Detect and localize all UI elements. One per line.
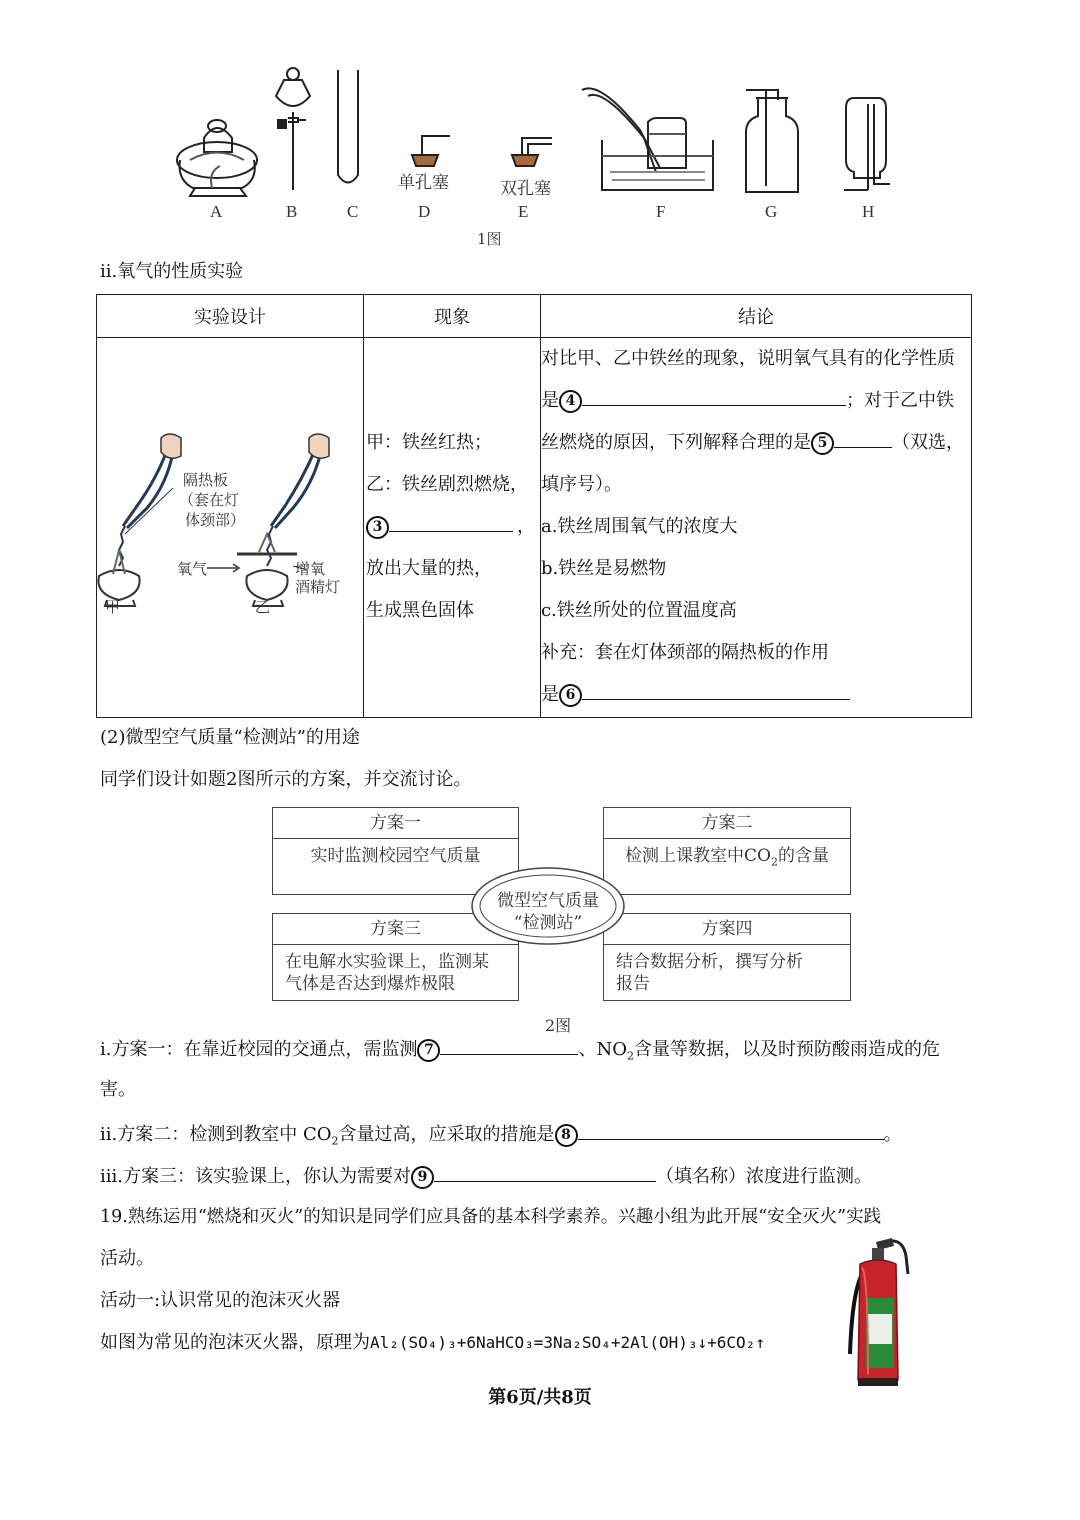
double-stopper-drawing — [512, 138, 552, 166]
center-text-2: “检测站” — [513, 913, 583, 933]
plan-2-box — [603, 807, 851, 895]
question-i-line1 — [100, 1036, 940, 1069]
figure2-caption: 2图 — [545, 1016, 572, 1035]
part2-intro: 同学们设计如题2图所示的方案，并交流讨论。 — [100, 769, 472, 790]
q-ii-post: 含量过高，应采取的措施是 — [338, 1124, 555, 1145]
yi-label: 乙 — [255, 598, 271, 616]
figure1-label-C: C — [347, 202, 359, 221]
plan-4-body-1: 结合数据分析，撰写分析 — [616, 952, 803, 972]
inverted-bottle-drawing — [844, 98, 890, 190]
stopper-single-label: 单孔塞 — [398, 173, 449, 192]
phenomenon-line-5: 生成黑色固体 — [366, 600, 474, 621]
figure1-label-B: B — [286, 202, 298, 221]
phenomenon-comma: ， — [517, 516, 535, 537]
conclusion-line-2-end: ；对于乙中铁 — [846, 390, 954, 411]
plan-1-body: 实时监测校园空气质量 — [310, 846, 481, 866]
blank-5[interactable] — [834, 429, 892, 448]
figure1-label-H: H — [862, 202, 875, 221]
figure-1-apparatus — [160, 60, 920, 240]
formula-intro: 如图为常见的泡沫灭火器，原理为 — [100, 1332, 370, 1353]
option-c: c.铁丝所处的位置温度高 — [541, 600, 737, 621]
figure1-label-G: G — [765, 202, 778, 221]
blank-4[interactable] — [582, 387, 846, 406]
plan-2-body-post: 的含量 — [777, 846, 829, 866]
activity-1-heading: 活动一:认识常见的泡沫灭火器 — [100, 1290, 341, 1311]
question-i-line2: 害。 — [100, 1079, 136, 1100]
plan-3-body-2: 气体是否达到爆炸极限 — [285, 974, 455, 994]
phenomenon-line-2: 乙：铁丝剧烈燃烧， — [366, 474, 528, 495]
q-i-sub: 2 — [627, 1049, 634, 1063]
header-design: 实验设计 — [97, 295, 364, 338]
lamp-label-1: 增氧 — [295, 560, 326, 578]
q-i-end: 含量等数据，以及时预防酸雨造成的危 — [634, 1039, 940, 1060]
blank-9-number: 9 — [411, 1166, 434, 1189]
header-phenomenon: 现象 — [364, 295, 541, 338]
blank-6[interactable] — [582, 681, 850, 700]
experiment-table — [96, 294, 972, 718]
figure1-label-A: A — [210, 202, 223, 221]
plan-2-body — [604, 839, 850, 879]
conclusion-line-3-start: 丝燃烧的原因，下列解释合理的是 — [541, 432, 811, 453]
conclusion-shi: 是 — [541, 390, 559, 411]
conclusion-line-3-end: （双选， — [892, 432, 964, 453]
blank-3[interactable] — [389, 513, 513, 532]
plate-note-1: （套在灯 — [179, 491, 240, 509]
plate-note-2: 体颈部） — [185, 511, 246, 529]
header-conclusion: 结论 — [541, 295, 972, 338]
blank-3-number: 3 — [366, 516, 389, 539]
question-19-line1: 19.熟练运用“燃烧和灭火”的知识是同学们应具备的基本科学素养。兴趣小组为此开展“安全灭火”实践 — [100, 1207, 882, 1227]
plan-4-box — [603, 913, 851, 1001]
q-ii-start: ⅱ.方案二：检测到教室中 CO — [100, 1124, 332, 1145]
plan-2-body-sub: 2 — [770, 855, 778, 869]
conclusion-line-2 — [541, 380, 971, 422]
plate-label: 隔热板 — [183, 471, 229, 489]
conclusion-line-9 — [541, 674, 971, 716]
formula-equation: Al₂(SO₄)₃+6NaHCO₃=3Na₂SO₄+2Al(OH)₃↓+6CO₂↑ — [370, 1333, 765, 1352]
plan-3-title: 方案三 — [273, 914, 518, 945]
test-tube-drawing — [338, 70, 358, 183]
blank-6-number: 6 — [559, 684, 582, 707]
lamp-label-2: 酒精灯 — [295, 578, 341, 596]
water-trough-drawing — [582, 88, 713, 190]
conclusion-shi-2: 是 — [541, 684, 559, 705]
plan-4-title: 方案四 — [604, 914, 850, 945]
section-ii-heading: ⅱ.氧气的性质实验 — [100, 261, 244, 282]
blank-8[interactable] — [578, 1121, 884, 1140]
blank-8-number: 8 — [555, 1124, 578, 1147]
phenomenon-line-3 — [366, 506, 540, 548]
center-text-1: 微型空气质量 — [497, 891, 599, 911]
phenomenon-line-4: 放出大量的热， — [366, 558, 492, 579]
blank-4-number: 4 — [559, 390, 582, 413]
option-a: a.铁丝周围氧气的浓度大 — [541, 516, 738, 537]
plan-4-body — [604, 945, 850, 1001]
q-iii-start: ⅲ.方案三：该实验课上，你认为需要对 — [100, 1166, 411, 1187]
part2-heading: (2)微型空气质量“检测站”的用途 — [100, 727, 360, 748]
gas-bottle-drawing — [746, 90, 798, 192]
figure1-label-D: D — [418, 202, 431, 221]
figure1-label-F: F — [656, 202, 666, 221]
phenomenon-line-1: 甲：铁丝红热； — [366, 432, 492, 453]
plan-2-title: 方案二 — [604, 808, 850, 839]
plan-2-body-pre: 检测上课教室中CO — [625, 846, 771, 866]
option-b: b.铁丝是易燃物 — [541, 558, 667, 579]
oxygen-label: 氧气 — [177, 560, 208, 578]
q-iii-end: （填名称）浓度进行监测。 — [656, 1166, 872, 1187]
plan-4-body-2: 报告 — [616, 974, 650, 994]
supplement-line: 补充：套在灯体颈部的隔热板的作用 — [541, 642, 829, 663]
plan-3-body-1: 在电解水实验课上，监测某 — [285, 952, 489, 972]
conclusion-line-1: 对比甲、乙中铁丝的现象，说明氧气具有的化学性质 — [541, 348, 955, 369]
jia-label: 甲 — [105, 598, 121, 616]
question-ii — [100, 1121, 902, 1154]
alcohol-lamp-drawing — [177, 120, 257, 196]
funnel-drawing — [276, 68, 310, 190]
question-iii — [100, 1163, 872, 1189]
conclusion-line-4: 填序号）。 — [541, 474, 622, 495]
single-stopper-drawing — [412, 136, 450, 166]
formula-line — [100, 1331, 765, 1355]
blank-5-number: 5 — [811, 432, 834, 455]
conclusion-line-3 — [541, 422, 971, 464]
question-19-line2: 活动。 — [100, 1248, 154, 1269]
design-cell — [97, 338, 364, 718]
conclusion-cell — [541, 338, 972, 718]
phenomenon-cell — [364, 338, 541, 718]
q-i-start: ⅰ.方案一：在靠近校园的交通点，需监测 — [100, 1039, 418, 1060]
blank-9[interactable] — [434, 1163, 656, 1182]
page-footer: 第6页/共8页 — [488, 1387, 592, 1408]
blank-7[interactable] — [440, 1036, 578, 1055]
plan-1-title: 方案一 — [273, 808, 518, 839]
blank-7-number: 7 — [417, 1039, 440, 1062]
stopper-double-label: 双孔塞 — [500, 179, 551, 198]
figure1-label-E: E — [518, 202, 529, 221]
figure1-caption: 1图 — [477, 230, 502, 248]
q-i-mid: 、NO — [578, 1039, 627, 1060]
q-ii-sub: 2 — [331, 1134, 339, 1148]
fire-extinguisher-image — [832, 1234, 922, 1390]
q-ii-end: 。 — [883, 1124, 902, 1145]
plan-3-body — [273, 945, 518, 1001]
